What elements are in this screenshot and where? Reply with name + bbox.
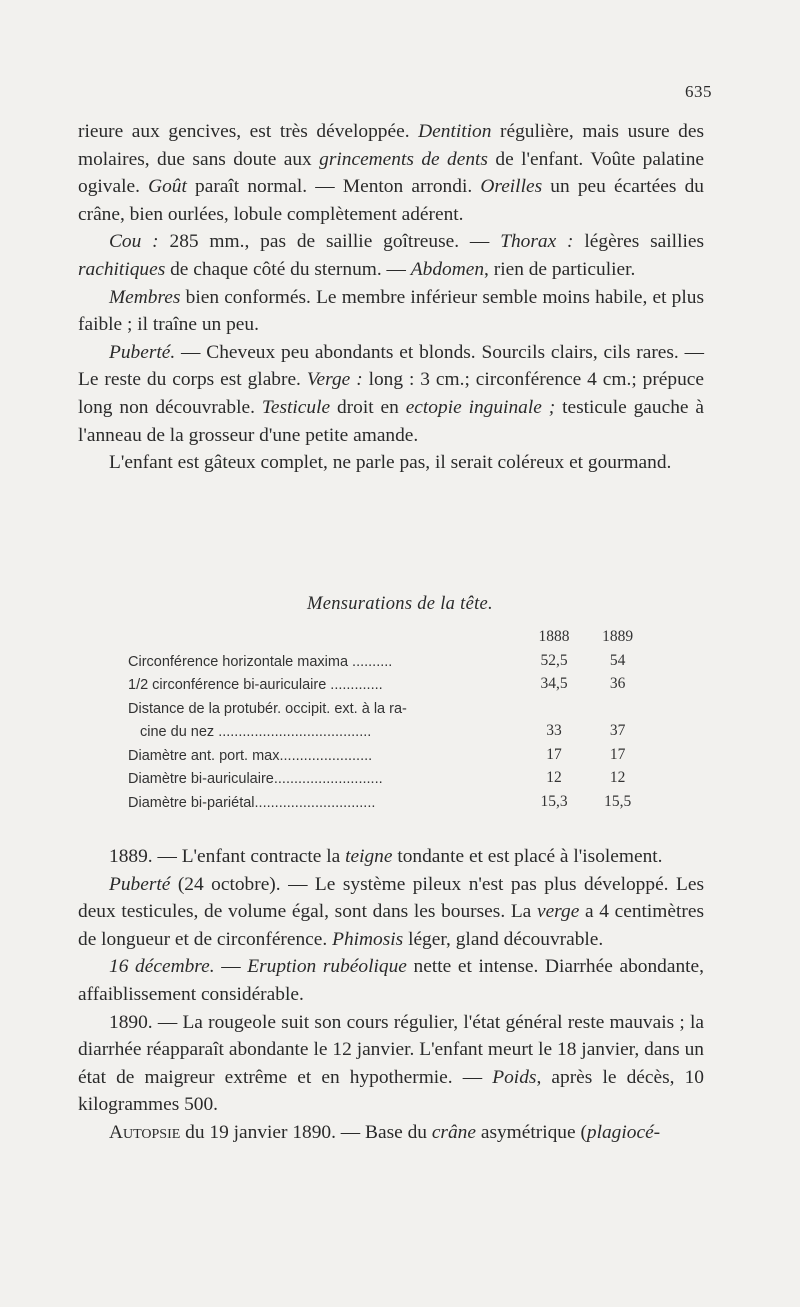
italic-term: teigne [345,846,393,867]
italic-term: 16 décembre. [109,956,215,978]
text-run: , rien de particulier. [484,258,636,280]
italic-term: Membres [109,286,181,308]
row-label: Distance de la protubér. occipit. ext. à la ra- [128,700,407,717]
paragraph-1889 [78,843,704,871]
body-text-top [78,118,704,477]
italic-term: plagiocé- [586,1121,661,1143]
italic-term: Puberté. [109,341,176,363]
italic-term: Phimosis [332,928,404,950]
value-1888 [521,693,587,717]
table-header-row [128,624,648,646]
value-1889: 15,5 [604,792,632,810]
text-run: rieure aux gencives, est très développée. [78,121,419,142]
italic-term: Oreilles [480,176,543,198]
header-label-cell [128,624,521,646]
text-run: L'enfant est gâteux complet, ne parle pas, il serait coléreux et gourmand. [109,452,672,474]
value-1889 [587,693,648,717]
paragraph-cou [78,228,704,283]
value-1888: 52,5 [540,651,568,669]
text-run: asymétrique ( [475,1121,587,1143]
italic-term: grincements de dents [319,148,488,170]
paragraph-puberte [78,339,704,449]
text-run: de chaque côté du sternum. — [165,258,411,280]
paragraph-gateux [78,449,704,477]
text-run: — Cheveux peu abondants et blonds. Sourcils clairs, cils rares. — Le reste du corps est glabre. [78,341,704,391]
paragraph-autopsie [78,1119,704,1147]
paragraph-membres [78,284,704,339]
text-run: droit en [330,396,406,418]
row-label: cine du nez ...................................... [140,724,372,740]
header-1888: 1888 [538,628,570,645]
text-run: régulière, mais usure des molaires, due sans doute aux [78,121,705,170]
value-1888: 34,5 [540,675,568,692]
italic-term: rachitiques [78,258,166,280]
italic-term: Eruption rubéolique [247,956,407,978]
italic-term: Dentition [418,121,492,142]
italic-term: Abdomen [410,258,485,280]
table-row [128,717,648,741]
text-run: légères saillies [573,231,704,253]
table-row [128,787,648,811]
text-run: 285 mm., pas de saillie goîtreuse. — [158,231,501,253]
header-1889: 1889 [602,628,634,645]
table-row [128,693,648,717]
page-number: 635 [685,82,712,101]
text-run: paraît normal. — Menton arrondi. [186,176,481,198]
body-text-bottom [78,843,704,1147]
text-run: 1889. — L'enfant contracte la [109,846,346,867]
text-run: un peu écartées du crâne, bien ourlées, lobule complètement adérent. [78,176,704,225]
value-1888: 17 [546,745,562,763]
text-run: nette et intense. Diarrhée abondante, affaiblissement considérable. [78,956,704,1005]
italic-term: Testicule [261,396,331,418]
italic-term: Cou : [109,231,159,253]
text-run: a 4 centimètres de longueur et de circonférence. [78,901,704,950]
text-run: de l'enfant. Voûte palatine ogivale. [78,148,704,198]
paragraph-puberte-octobre [78,871,704,954]
smallcaps-term: Autopsie [109,1121,181,1143]
text-run: testicule gauche à l'anneau de la grosseur d'une petite amande. [78,396,704,446]
value-1889: 54 [609,651,626,669]
italic-term: verge [536,901,580,923]
text-run: léger, gland découvrable. [403,928,604,950]
measurements-table [128,624,648,811]
italic-term: Poids [492,1066,537,1088]
paragraph-decembre [78,953,704,1008]
text-run: tondante et est placé à l'isolement. [392,846,663,867]
text-run: long : 3 cm.; circonférence 4 cm.; prépuce long non découvrable. [78,369,705,418]
value-1889: 37 [609,722,626,739]
italic-term: crâne [431,1121,476,1143]
row-label: Circonférence horizontale maxima .......... [128,653,393,670]
text-run: 1890. — La rougeole suit son cours régulier, l'état général reste mauvais ; la diarrhée réapparaît abondante le 12 janvier. L'enfant meurt le 18 janvier, dans un état de maigreur extrême et en hypothermie. — [78,1011,704,1088]
value-1888: 12 [546,769,562,786]
text-run: — [214,956,248,978]
text-run: (24 octobre). — Le système pileux n'est pas plus développé. Les deux testicules, de volume égal, sont dans les bourses. La [78,873,704,923]
value-1889: 12 [609,769,626,786]
table-row [128,740,648,764]
text-run: du 19 janvier 1890. — Base du [180,1121,432,1143]
row-label: 1/2 circonférence bi-auriculaire ............. [128,677,383,693]
table-row [128,670,648,694]
table-row [128,646,648,670]
measurements-title: Mensurations de la tête. [306,594,493,614]
paragraph-1890 [78,1009,704,1119]
value-1888: 33 [546,722,562,739]
italic-term: Puberté [109,873,171,895]
value-1889: 36 [609,675,626,692]
value-1888: 15,3 [540,792,568,810]
table-row [128,764,648,788]
italic-term: Goût [148,176,187,198]
text-run: , après le décès, 10 kilogrammes 500. [78,1066,704,1116]
row-label: Diamètre bi-auriculaire........................... [128,771,383,787]
paragraph-dentition [78,118,704,228]
value-1889: 17 [609,745,626,763]
italic-term: Verge : [306,369,363,391]
row-label: Diamètre bi-pariétal.............................. [128,794,376,811]
italic-term: ectopie inguinale ; [405,396,556,418]
italic-term: Thorax : [500,231,574,253]
text-run: bien conformés. Le membre inférieur semble moins habile, et plus faible ; il traîne un peu. [78,286,704,336]
row-label: Diamètre ant. port. max....................... [128,747,373,764]
